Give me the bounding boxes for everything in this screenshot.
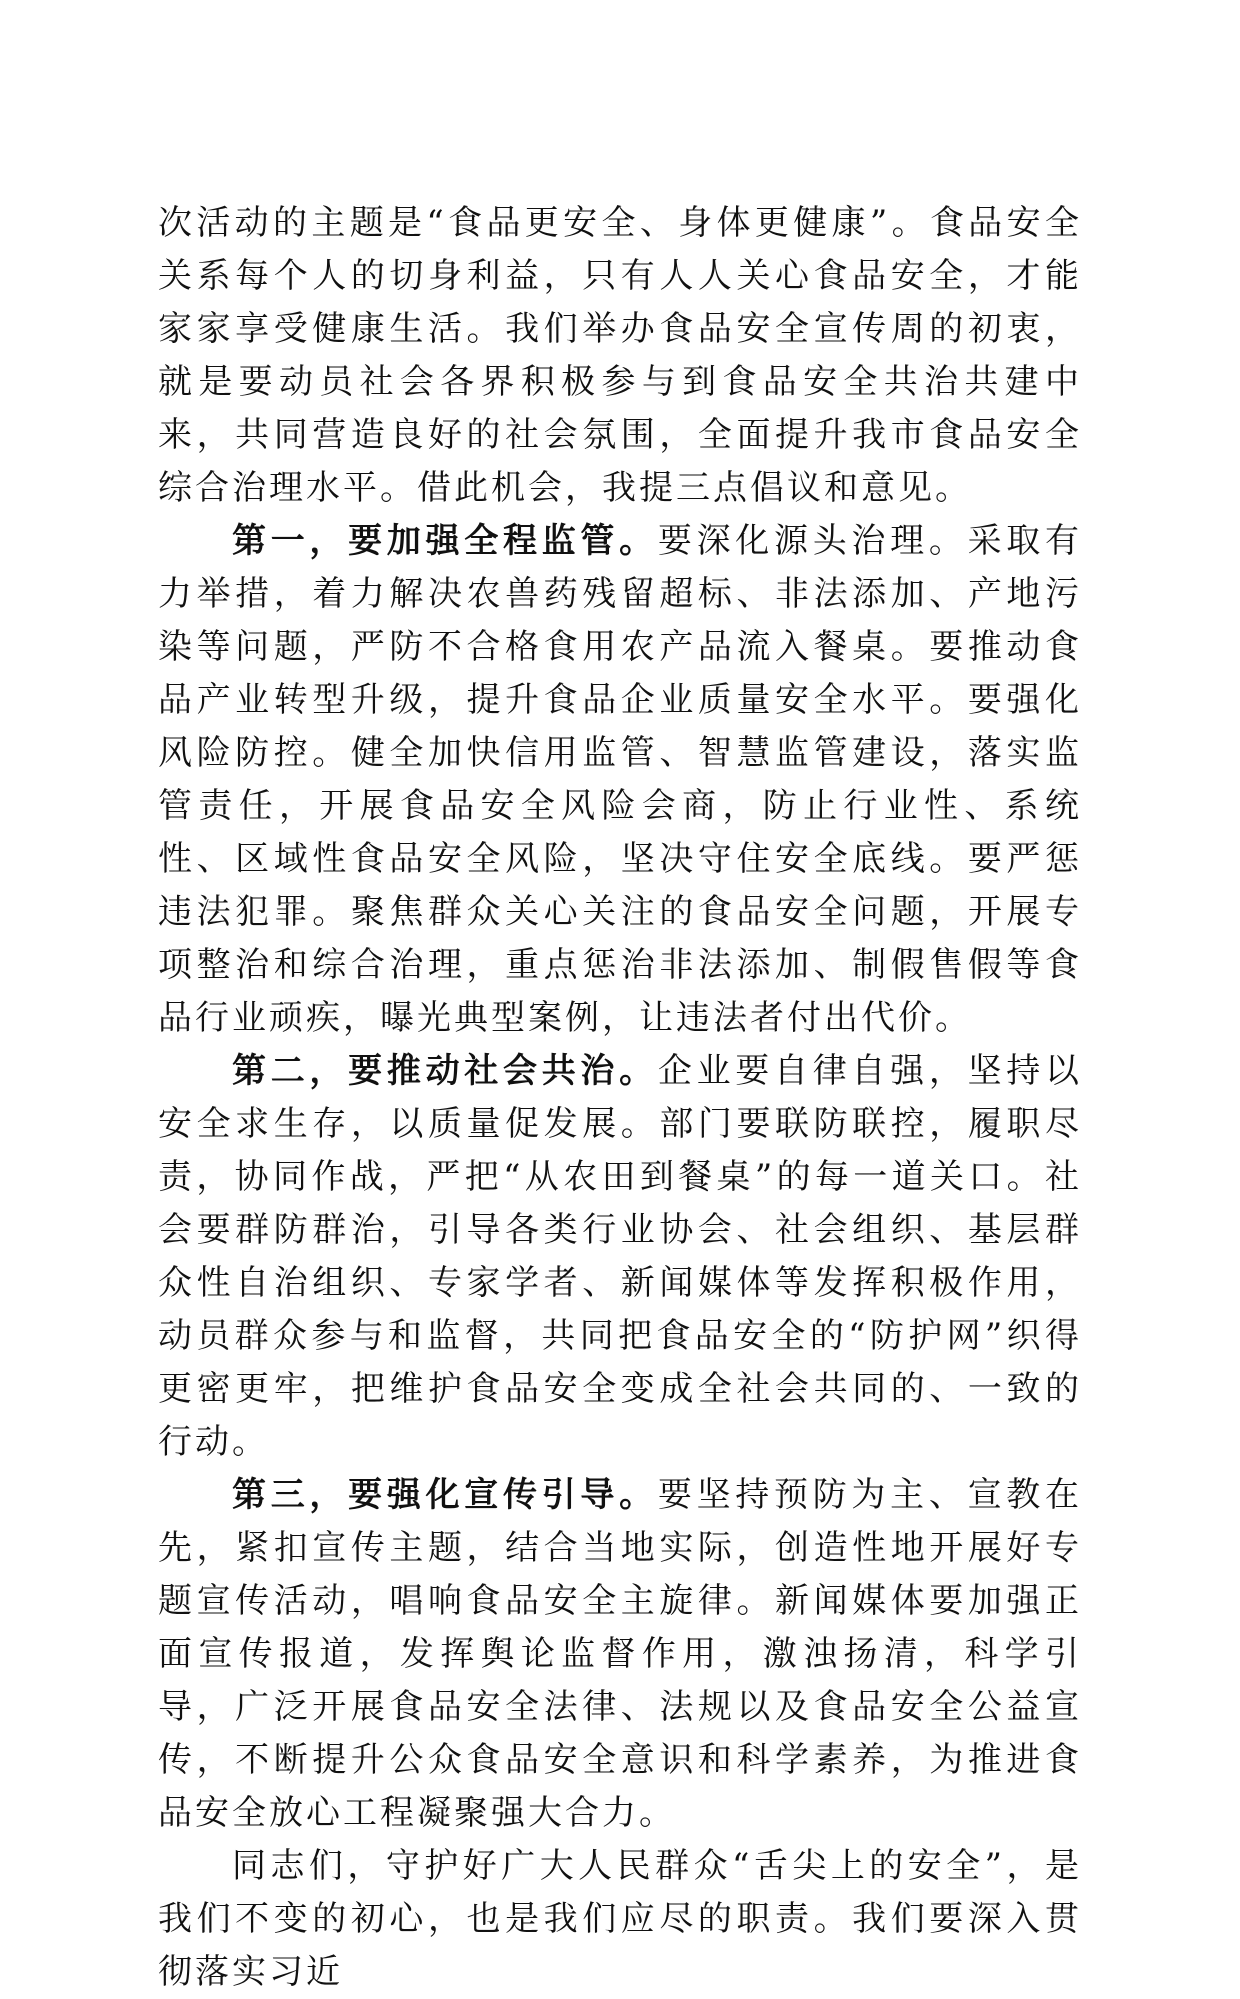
paragraph-third-point (158, 1469, 1082, 1840)
paragraph-first-point-text: 要深化源头治理。采取有力举措，着力解决农兽药残留超标、非法添加、产地污染等问题，严防不合格食用农产品流入餐桌。要推动食品产业转型升级，提升食品企业质量安全水平。要强化风险防控。健全加快信用监管、智慧监管建设，落实监管责任，开展食品安全风险会商，防止行业性、系统性、区域性食品安全风险，坚决守住安全底线。要严惩违法犯罪。聚焦群众关心关注的食品安全问题，开展专项整治和综合治理，重点惩治非法添加、制假售假等食品行业顽疾，曝光典型案例，让违法者付出代价。 (158, 521, 1083, 1038)
paragraph-closing-text: 同志们，守护好广大人民群众“舌尖上的安全”，是我们不变的初心，也是我们应尽的职责。我们要深入贯彻落实习近 (158, 1846, 1082, 1992)
paragraph-second-point (158, 1045, 1082, 1469)
paragraph-first-point-heading: 第一，要加强全程监管。 (232, 521, 658, 561)
paragraph-second-point-heading: 第二，要推动社会共治。 (232, 1051, 658, 1091)
paragraph-third-point-heading: 第三，要强化宣传引导。 (232, 1475, 658, 1515)
paragraph-intro (158, 197, 1082, 515)
paragraph-second-point-text: 企业要自律自强，坚持以安全求生存，以质量促发展。部门要联防联控，履职尽责，协同作战，严把“从农田到餐桌”的每一道关口。社会要群防群治，引导各类行业协会、社会组织、基层群众性自治组织、专家学者、新闻媒体等发挥积极作用，动员群众参与和监督，共同把食品安全的“防护网”织得更密更牢，把维护食品安全变成全社会共同的、一致的行动。 (158, 1051, 1083, 1462)
paragraph-first-point (158, 515, 1082, 1045)
document-body (158, 197, 1082, 1999)
paragraph-closing (158, 1840, 1082, 1999)
paragraph-third-point-text: 要坚持预防为主、宣教在先，紧扣宣传主题，结合当地实际，创造性地开展好专题宣传活动，唱响食品安全主旋律。新闻媒体要加强正面宣传报道，发挥舆论监督作用，激浊扬清，科学引导，广泛开展食品安全法律、法规以及食品安全公益宣传，不断提升公众食品安全意识和科学素养，为推进食品安全放心工程凝聚强大合力。 (158, 1475, 1083, 1833)
paragraph-intro-text: 次活动的主题是“食品更安全、身体更健康”。食品安全关系每个人的切身利益，只有人人关心食品安全，才能家家享受健康生活。我们举办食品安全宣传周的初衷，就是要动员社会各界积极参与到食品安全共治共建中来，共同营造良好的社会氛围，全面提升我市食品安全综合治理水平。借此机会，我提三点倡议和意见。 (158, 203, 1082, 508)
